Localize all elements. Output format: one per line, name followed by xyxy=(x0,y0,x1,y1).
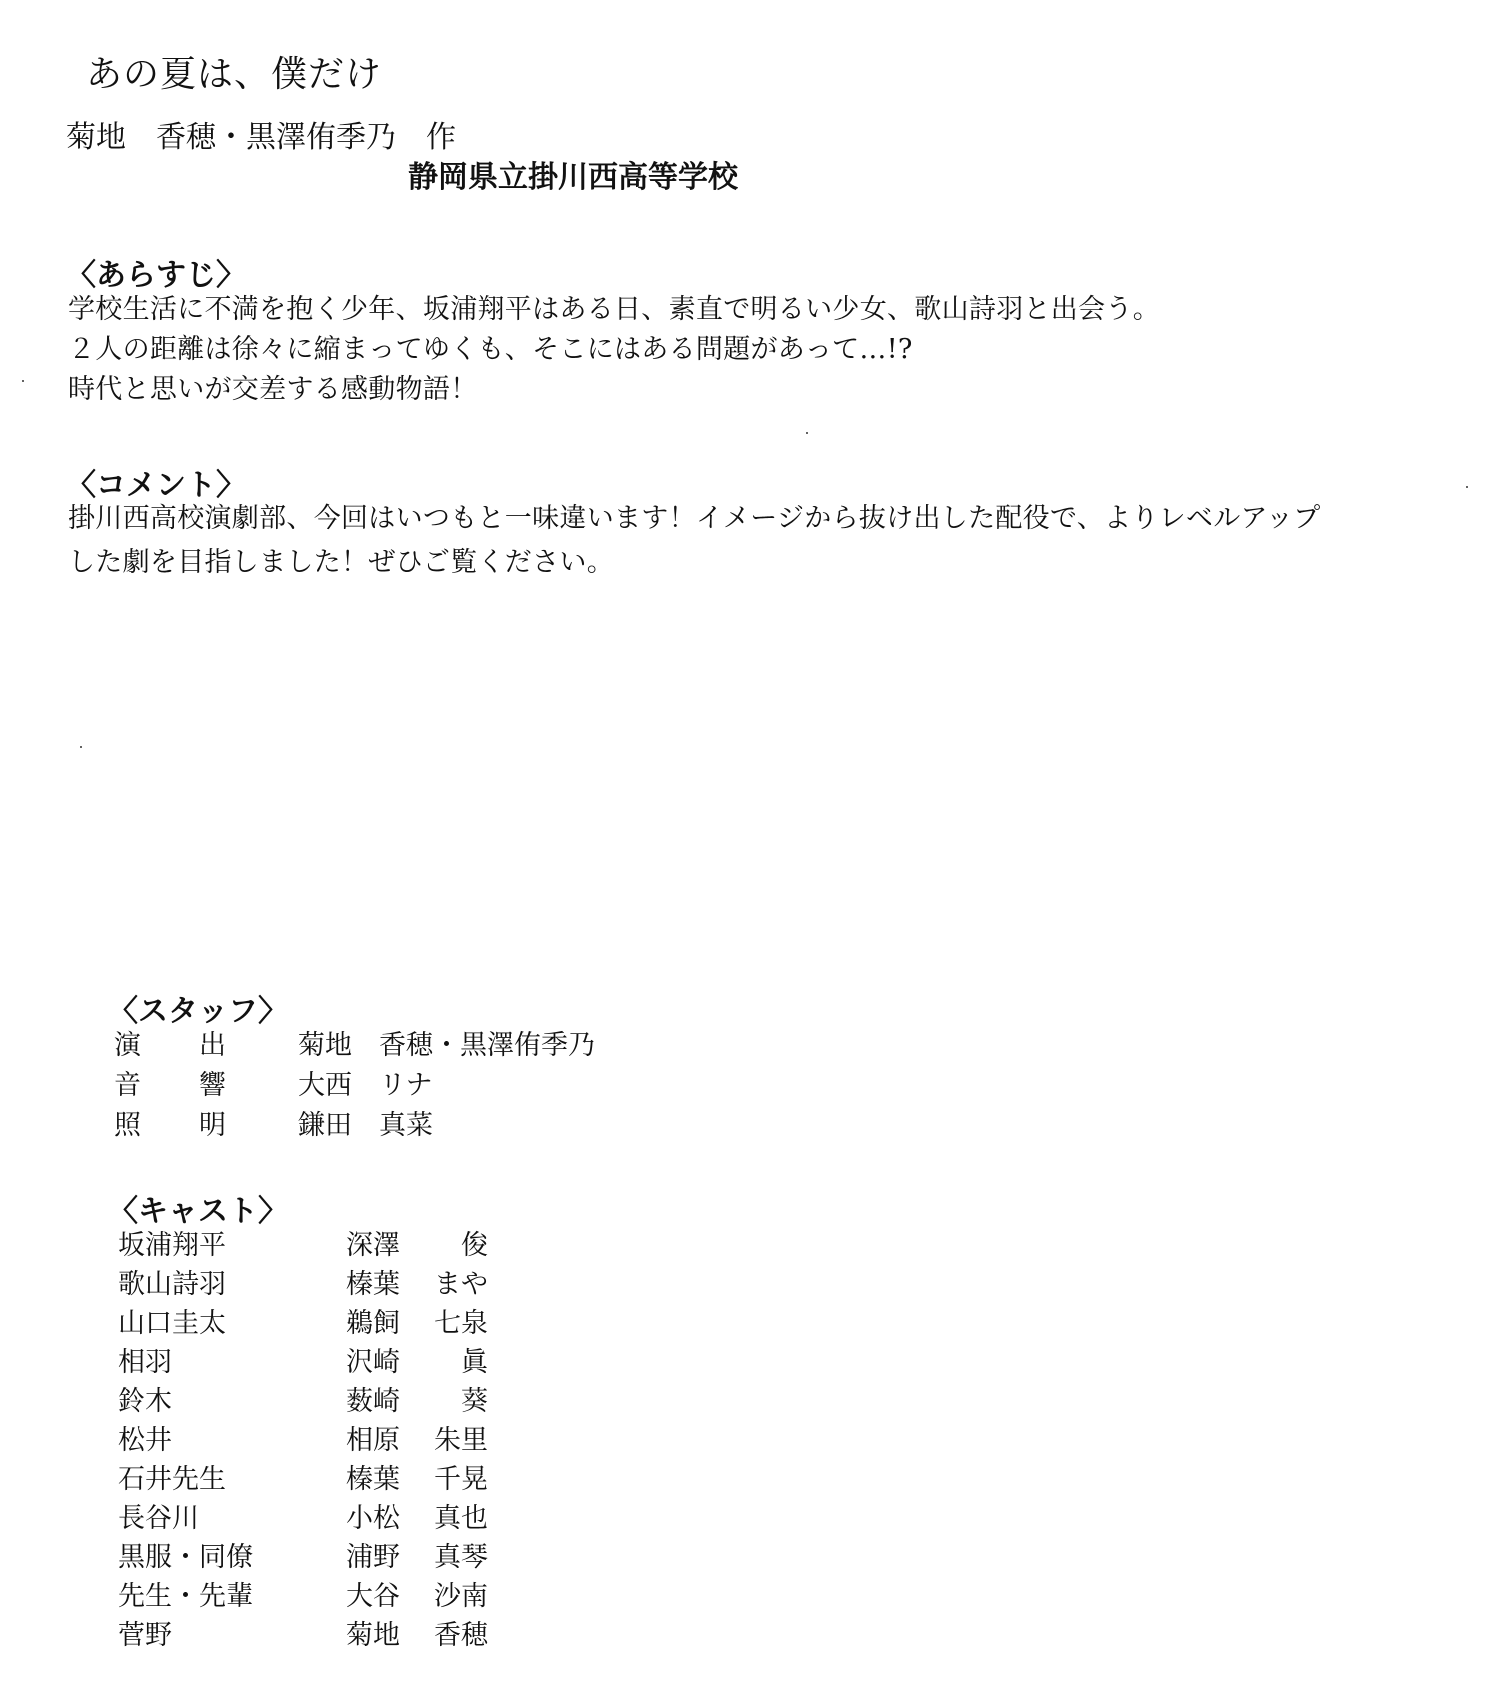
cast-actor-given: 俊 xyxy=(461,1230,488,1261)
cast-actor-surname: 菊地 xyxy=(346,1620,400,1651)
cast-actor xyxy=(346,1460,488,1499)
cast-actor-given: 沙南 xyxy=(434,1581,488,1612)
cast-role: 黒服・同僚 xyxy=(118,1542,253,1573)
scan-speck xyxy=(806,432,808,434)
cast-actor-given: 七泉 xyxy=(434,1308,488,1339)
cast-row xyxy=(118,1343,488,1382)
cast-role: 歌山詩羽 xyxy=(118,1269,226,1300)
cast-actor xyxy=(346,1343,488,1382)
cast-actor-given: 千晃 xyxy=(434,1464,488,1495)
cast-actor-given: 真琴 xyxy=(434,1542,488,1573)
synopsis-line: 時代と思いが交差する感動物語！ xyxy=(68,374,478,405)
cast-actor-surname: 鵜飼 xyxy=(346,1308,400,1339)
staff-name: 鎌田 真菜 xyxy=(298,1110,433,1141)
cast-heading: 〈キャスト〉 xyxy=(108,1194,288,1229)
staff-row xyxy=(114,1106,595,1146)
cast-actor xyxy=(346,1577,488,1616)
staff-role-char: 演 xyxy=(114,1030,141,1061)
cast-actor-surname: 榛葉 xyxy=(346,1269,400,1300)
comment-line: した劇を目指しました！ぜひご覧ください。 xyxy=(68,547,614,578)
scan-speck xyxy=(80,746,82,748)
staff-role-char: 響 xyxy=(199,1070,226,1101)
cast-actor-surname: 大谷 xyxy=(346,1581,400,1612)
synopsis-heading: 〈あらすじ〉 xyxy=(66,258,246,293)
staff-name: 大西 リナ xyxy=(298,1070,433,1101)
staff-role-char: 音 xyxy=(114,1070,141,1101)
scan-speck xyxy=(1466,486,1468,488)
cast-actor-surname: 沢崎 xyxy=(346,1347,400,1378)
cast-actor xyxy=(346,1265,488,1304)
cast-row xyxy=(118,1304,488,1343)
play-title: あの夏は、僕だけ xyxy=(86,54,383,95)
cast-actor-surname: 浦野 xyxy=(346,1542,400,1573)
school-name: 静岡県立掛川西高等学校 xyxy=(408,160,738,195)
cast-actor xyxy=(346,1382,488,1421)
synopsis-line: 学校生活に不満を抱く少年、坂浦翔平はある日、素直で明るい少女、歌山詩羽と出会う。 xyxy=(68,294,1160,325)
cast-role: 鈴木 xyxy=(118,1386,172,1417)
cast-actor-given: まや xyxy=(434,1269,488,1300)
cast-actor-given: 朱里 xyxy=(434,1425,488,1456)
staff-row xyxy=(114,1066,595,1106)
cast-actor-surname: 深澤 xyxy=(346,1230,400,1261)
staff-list xyxy=(114,1026,595,1146)
cast-role: 石井先生 xyxy=(118,1464,226,1495)
staff-role xyxy=(114,1066,298,1106)
cast-actor xyxy=(346,1538,488,1577)
cast-row xyxy=(118,1460,488,1499)
staff-heading: 〈スタッフ〉 xyxy=(108,994,288,1029)
synopsis-body xyxy=(68,290,1160,410)
cast-role: 先生・先輩 xyxy=(118,1581,253,1612)
cast-row xyxy=(118,1382,488,1421)
cast-role: 相羽 xyxy=(118,1347,172,1378)
cast-actor xyxy=(346,1499,488,1538)
staff-role-char: 照 xyxy=(114,1110,141,1141)
cast-row xyxy=(118,1226,488,1265)
cast-row xyxy=(118,1265,488,1304)
cast-actor-surname: 小松 xyxy=(346,1503,400,1534)
cast-actor-surname: 相原 xyxy=(346,1425,400,1456)
cast-role: 山口圭太 xyxy=(118,1308,226,1339)
comment-line: 掛川西高校演劇部、今回はいつもと一味違います！イメージから抜け出した配役で、よりレベルアップ xyxy=(68,503,1321,534)
cast-actor xyxy=(346,1421,488,1460)
staff-role xyxy=(114,1106,298,1146)
staff-role xyxy=(114,1026,298,1066)
comment-body xyxy=(68,497,1468,585)
cast-actor-given: 香穂 xyxy=(434,1620,488,1651)
cast-actor-surname: 薮崎 xyxy=(346,1386,400,1417)
staff-role-char: 出 xyxy=(199,1030,226,1061)
cast-row xyxy=(118,1499,488,1538)
authors-line: 菊地 香穂・黒澤侑季乃 作 xyxy=(66,120,456,155)
cast-actor xyxy=(346,1226,488,1265)
cast-actor xyxy=(346,1304,488,1343)
cast-actor-given: 眞 xyxy=(461,1347,488,1378)
cast-row xyxy=(118,1616,488,1655)
cast-actor-given: 真也 xyxy=(434,1503,488,1534)
cast-role: 松井 xyxy=(118,1425,172,1456)
staff-row xyxy=(114,1026,595,1066)
staff-name: 菊地 香穂・黒澤侑季乃 xyxy=(298,1030,595,1061)
cast-actor-surname: 榛葉 xyxy=(346,1464,400,1495)
cast-row xyxy=(118,1421,488,1460)
cast-actor xyxy=(346,1616,488,1655)
cast-role: 長谷川 xyxy=(118,1503,199,1534)
cast-role: 坂浦翔平 xyxy=(118,1230,226,1261)
scan-speck xyxy=(22,380,24,382)
cast-row xyxy=(118,1538,488,1577)
staff-role-char: 明 xyxy=(199,1110,226,1141)
cast-actor-given: 葵 xyxy=(461,1386,488,1417)
cast-row xyxy=(118,1577,488,1616)
cast-list xyxy=(118,1226,488,1655)
cast-role: 菅野 xyxy=(118,1620,172,1651)
synopsis-line: ２人の距離は徐々に縮まってゆくも、そこにはある問題があって…!? xyxy=(68,334,913,365)
comment-heading: 〈コメント〉 xyxy=(66,468,246,503)
